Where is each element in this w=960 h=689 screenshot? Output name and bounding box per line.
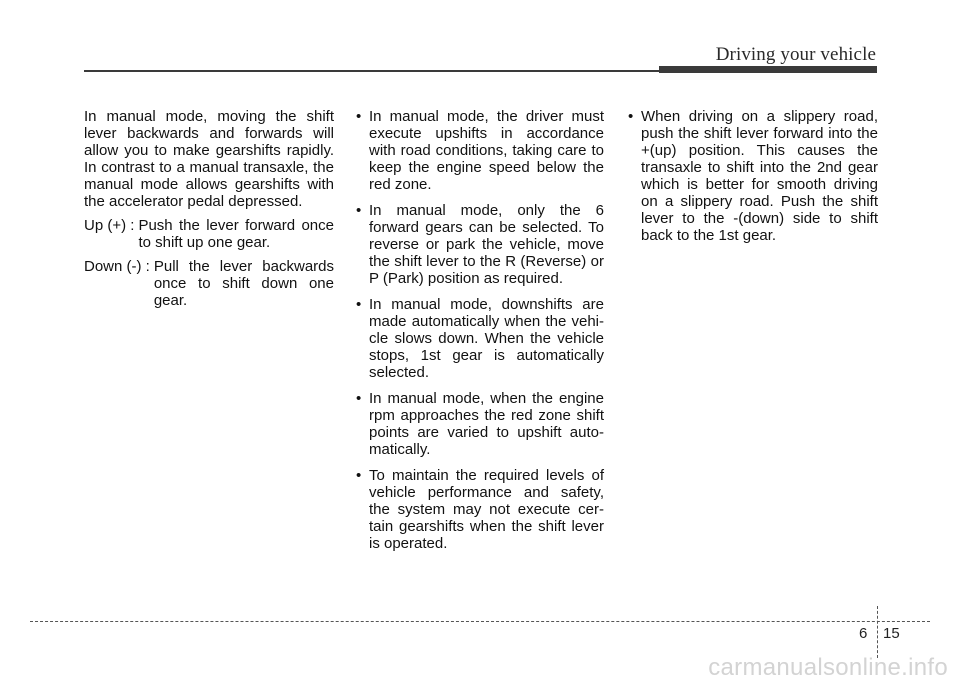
definition-term: Down (-) : (84, 258, 150, 275)
footer-dashed-line (30, 621, 930, 622)
bullet-icon: • (356, 467, 362, 484)
header-rule-thick (659, 66, 877, 73)
column-2 (354, 108, 604, 561)
bullet-icon: • (356, 202, 362, 219)
watermark: carmanualsonline.info (708, 654, 948, 681)
bullet-list (354, 108, 604, 552)
definition-term: Up (+) : (84, 217, 135, 234)
definition-down (84, 258, 334, 309)
column-3 (626, 108, 878, 253)
bullet-icon: • (356, 390, 362, 407)
bullet-text: In manual mode, downshifts are made automatically when the vehi- cle slows down. When the vehicle stops, 1st gear is automatically selected. (369, 296, 604, 381)
chapter-number: 6 (859, 625, 868, 642)
header-rule-thin (84, 70, 659, 72)
list-item (354, 108, 604, 193)
bullet-text: When driving on a slippery road, push the shift lever forward into the +(up) position. This causes the transaxle to shift into the 2nd gear which is better for smooth driving on a slippery road. Push the shift lever to the -(down) side to shift back to the 1st gear. (641, 108, 878, 244)
list-item (354, 202, 604, 287)
bullet-text: In manual mode, the driver must execute upshifts in accordance with road conditions, taking care to keep the engine speed below the red zone. (369, 108, 604, 193)
section-title: Driving your vehicle (715, 44, 876, 65)
bullet-text: To maintain the required levels of vehicle performance and safety, the system may not execute cer- tain gearshifts when the shift lever is operated. (369, 467, 604, 552)
footer-vertical-divider (877, 606, 878, 658)
bullet-text: In manual mode, when the engine rpm approaches the red zone shift points are varied to upshift auto- matically. (369, 390, 604, 458)
intro-paragraph: In manual mode, moving the shift lever backwards and forwards will allow you to make gearshifts rapidly. In contrast to a manual transaxle, the manual mode allows gearshifts with the accelerator pedal depressed. (84, 108, 334, 210)
bullet-text: In manual mode, only the 6 forward gears can be selected. To reverse or park the vehicle, move the shift lever to the R (Reverse) or P (Park) position as required. (369, 202, 604, 287)
list-item (626, 108, 878, 244)
list-item (354, 390, 604, 458)
list-item (354, 296, 604, 381)
column-1 (84, 108, 334, 316)
list-item (354, 467, 604, 552)
definition-up (84, 217, 334, 251)
page-number: 15 (883, 625, 900, 642)
bullet-icon: • (356, 108, 362, 125)
bullet-icon: • (628, 108, 634, 125)
definition-desc: Push the lever forward once to shift up one gear. (138, 217, 334, 251)
bullet-list (626, 108, 878, 244)
bullet-icon: • (356, 296, 362, 313)
definition-desc: Pull the lever backwards once to shift down one gear. (153, 258, 334, 309)
